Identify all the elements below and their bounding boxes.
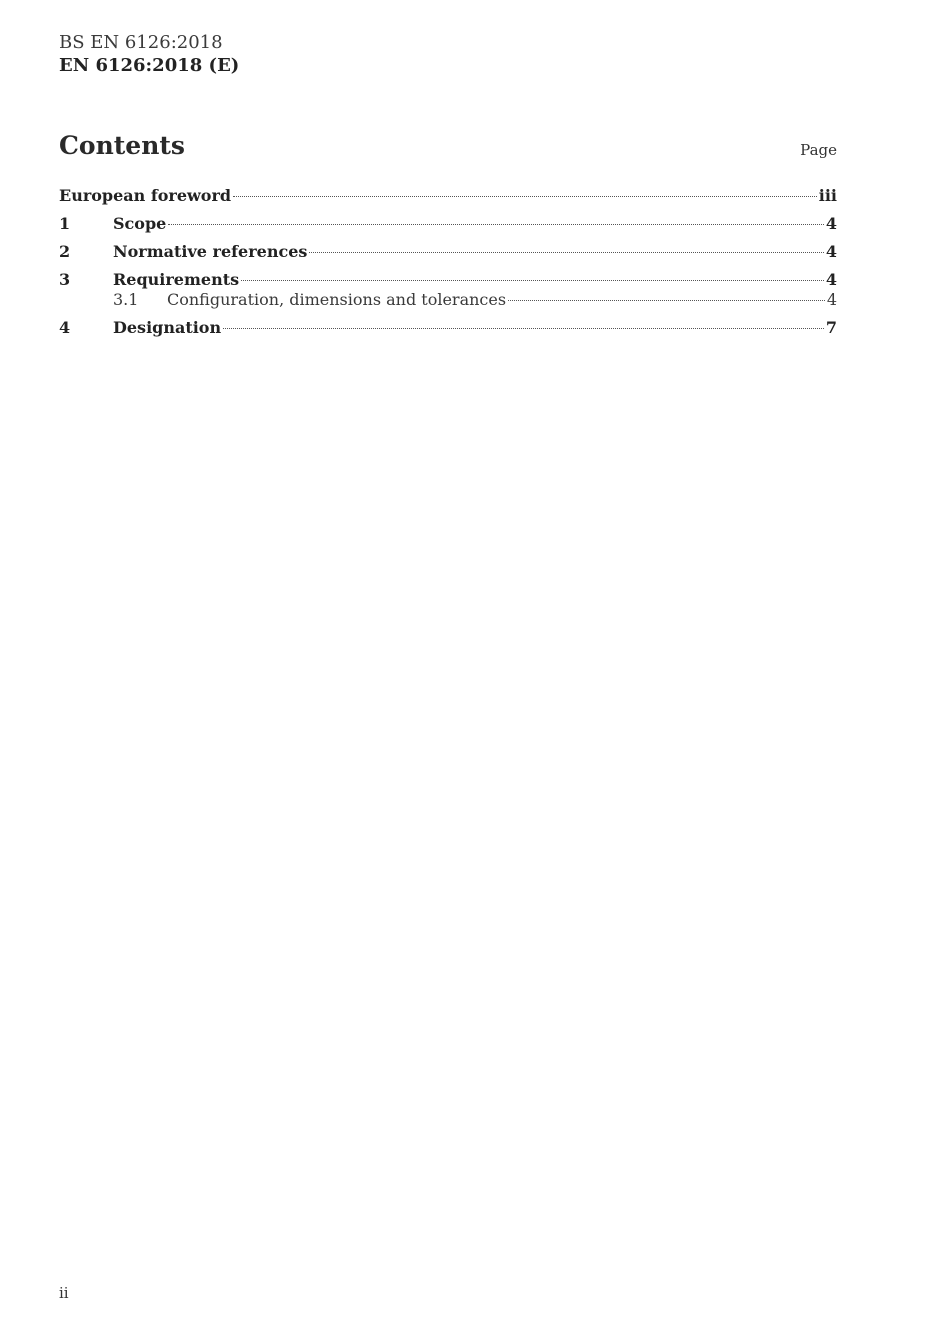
dot-leader: [309, 251, 823, 253]
toc-entry-foreword[interactable]: [59, 185, 837, 213]
toc-entry-title: Normative references: [113, 242, 308, 261]
toc-entry-page: 4: [825, 242, 837, 261]
dot-leader: [223, 327, 824, 329]
toc-entry-scope[interactable]: [59, 213, 837, 241]
toc-entry-title: Configuration, dimensions and tolerances: [167, 290, 507, 309]
table-of-contents: [59, 185, 837, 345]
toc-entry-title: Scope: [113, 214, 167, 233]
toc-entry-number: 4: [59, 318, 71, 337]
toc-entry-number: 1: [59, 214, 71, 233]
toc-entry-number: 3: [59, 270, 71, 289]
dot-leader: [241, 279, 824, 281]
dot-leader: [233, 195, 817, 197]
toc-entry-title: Requirements: [113, 270, 240, 289]
dot-leader: [508, 299, 825, 301]
page-column-label: Page: [800, 141, 837, 159]
standard-designation-bs: BS EN 6126:2018: [59, 32, 223, 53]
dot-leader: [168, 223, 824, 225]
standard-designation-en: EN 6126:2018 (E): [59, 55, 240, 76]
toc-entry-number: 2: [59, 242, 71, 261]
page-number: ii: [59, 1284, 69, 1302]
contents-heading: Contents: [59, 131, 186, 160]
toc-entry-title: Designation: [113, 318, 222, 337]
toc-entry-page: 7: [825, 318, 837, 337]
toc-entry-page: 4: [825, 214, 837, 233]
document-header: [59, 31, 239, 77]
toc-entry-page: iii: [818, 186, 837, 205]
toc-entry-title: European foreword: [59, 186, 232, 205]
toc-entry-configuration[interactable]: [59, 289, 837, 309]
toc-entry-page: 4: [825, 270, 837, 289]
toc-entry-page: 4: [826, 290, 837, 309]
toc-entry-designation[interactable]: [59, 317, 837, 345]
toc-entry-normative-references[interactable]: [59, 241, 837, 269]
toc-entry-number: 3.1: [113, 290, 139, 309]
